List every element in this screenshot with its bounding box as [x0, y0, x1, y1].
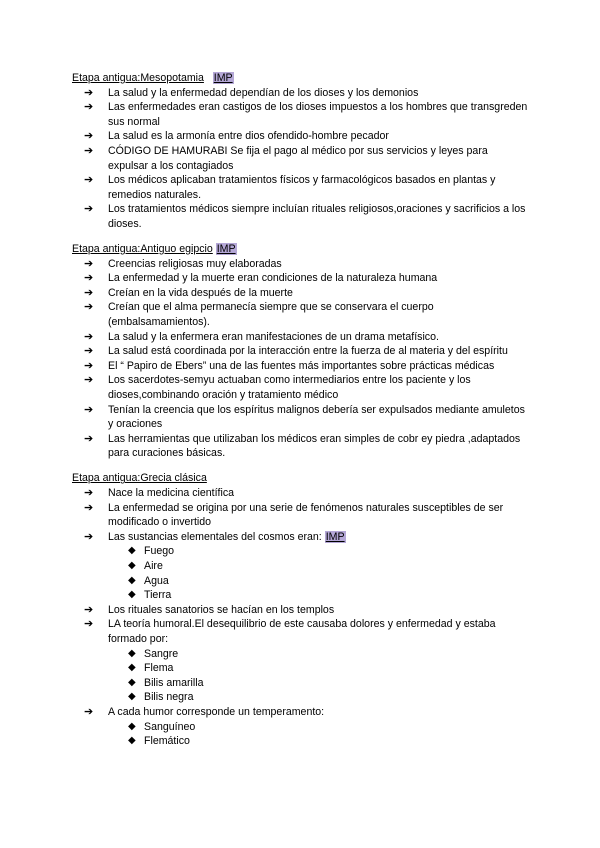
list-item: ➔ La salud y la enfermera eran manifestaciones de un drama metafísico.: [84, 330, 439, 343]
section-title: Etapa antigua:Antiguo egipcio: [72, 243, 213, 256]
section-grecia-clasica: [72, 471, 528, 748]
sub-list: [72, 544, 528, 602]
sub-list-item: ◆ Tierra: [128, 589, 172, 602]
list-item: ➔ CÓDIGO DE HAMURABI Se fija el pago al médico por sus servicios y leyes para expulsar a los contagiados: [84, 144, 488, 172]
bullet-list: [72, 486, 528, 544]
right-arrow-icon: ➔: [84, 301, 94, 314]
diamond-bullet-icon: ◆: [128, 589, 136, 601]
list-item: ➔ Las herramientas que utilizaban los médicos eran simples de cobr ey piedra ,adaptados para curaciones básicas.: [84, 432, 521, 460]
diamond-bullet-icon: ◆: [128, 735, 136, 747]
sub-list: [72, 647, 528, 705]
imp-tag: IMP: [216, 243, 236, 256]
section-heading: [72, 71, 528, 86]
imp-tag: IMP: [213, 72, 233, 84]
bullet-list: [72, 257, 528, 461]
right-arrow-icon: ➔: [84, 487, 94, 500]
sub-list-item: ◆ Agua: [128, 574, 169, 587]
right-arrow-icon: ➔: [84, 144, 94, 157]
list-item: ➔ Tenían la creencia que los espíritus malignos debería ser expulsados mediante amuletos y oraciones: [84, 403, 525, 431]
sub-list-item: ◆ Sanguíneo: [128, 720, 196, 733]
list-item: ➔ La salud es la armonía entre dios ofendido-hombre pecador: [84, 130, 389, 143]
imp-tag: IMP: [325, 530, 345, 543]
right-arrow-icon: ➔: [84, 618, 94, 631]
list-item: ➔ Creencias religiosas muy elaboradas: [84, 257, 282, 270]
list-item: ➔ La salud y la enfermedad dependían de los dioses y los demonios: [84, 86, 419, 99]
list-item: ➔ La enfermedad se origina por una serie de fenómenos naturales susceptibles de ser modificado o invertido: [84, 501, 504, 529]
right-arrow-icon: ➔: [84, 403, 94, 416]
bullet-list: [72, 86, 528, 232]
right-arrow-icon: ➔: [84, 432, 94, 445]
diamond-bullet-icon: ◆: [128, 545, 136, 557]
list-item: ➔ La enfermedad y la muerte eran condiciones de la naturaleza humana: [84, 272, 438, 285]
list-item: ➔ LA teoría humoral.El desequilibrio de este causaba dolores y enfermedad y estaba formado por:: [84, 618, 496, 645]
diamond-bullet-icon: ◆: [128, 662, 136, 674]
list-item: ➔ Las sustancias elementales del cosmos eran: IMP: [84, 530, 345, 543]
right-arrow-icon: ➔: [84, 374, 94, 387]
right-arrow-icon: ➔: [84, 705, 94, 718]
diamond-bullet-icon: ◆: [128, 560, 136, 571]
diamond-bullet-icon: ◆: [128, 647, 136, 659]
right-arrow-icon: ➔: [84, 603, 94, 616]
sub-list-item: ◆ Flema: [128, 662, 174, 675]
list-item: ➔ Los sacerdotes-semyu actuaban como intermediarios entre los paciente y los dioses,combinando oración y tratamiento médico: [84, 374, 471, 401]
sub-list-item: ◆ Sangre: [128, 647, 179, 660]
list-item: ➔ Los médicos aplicaban tratamientos físicos y farmacológicos basados en plantas y remedios naturales.: [84, 174, 496, 201]
right-arrow-icon: ➔: [84, 86, 94, 99]
right-arrow-icon: ➔: [84, 101, 94, 114]
sub-list-item: ◆ Fuego: [128, 545, 175, 558]
list-item: ➔ Los tratamientos médicos siempre incluían rituales religiosos,oraciones y sacrificios a los dioses.: [84, 203, 526, 230]
diamond-bullet-icon: ◆: [128, 676, 136, 688]
sub-list: [72, 720, 528, 749]
list-item: ➔ Creían en la vida después de la muerte: [84, 286, 293, 299]
right-arrow-icon: ➔: [84, 345, 94, 358]
right-arrow-icon: ➔: [84, 272, 94, 285]
sub-list-item: ◆ Bilis amarilla: [128, 676, 204, 689]
list-item: ➔ A cada humor corresponde un temperamento:: [84, 705, 325, 718]
right-arrow-icon: ➔: [84, 501, 94, 514]
right-arrow-icon: ➔: [84, 330, 94, 343]
right-arrow-icon: ➔: [84, 130, 94, 143]
right-arrow-icon: ➔: [84, 530, 94, 543]
list-item: ➔ Nace la medicina científica: [84, 487, 235, 500]
bullet-list: [72, 603, 528, 647]
diamond-bullet-icon: ◆: [128, 691, 136, 703]
section-heading: [72, 242, 528, 257]
list-item: ➔ Las enfermedades eran castigos de los dioses impuestos a los hombres que transgreden sus normal: [84, 101, 528, 128]
list-item: ➔ Creían que el alma permanecía siempre que se conservara el cuerpo (embalsamamientos).: [84, 301, 434, 328]
sub-list-item: ◆ Flemático: [128, 735, 190, 748]
section-mesopotamia: [72, 71, 528, 232]
list-item: ➔ Los rituales sanatorios se hacían en los templos: [84, 603, 335, 616]
document-page: [72, 71, 528, 759]
diamond-bullet-icon: ◆: [128, 720, 136, 732]
section-antiguo-egipcio: [72, 242, 528, 461]
right-arrow-icon: ➔: [84, 203, 94, 216]
sub-list-item: ◆ Bilis negra: [128, 691, 194, 704]
diamond-bullet-icon: ◆: [128, 574, 136, 586]
right-arrow-icon: ➔: [84, 286, 94, 299]
list-item: ➔ El “ Papiro de Ebers” una de las fuentes más importantes sobre prácticas médicas: [84, 359, 495, 372]
section-title: Etapa antigua:Grecia clásica: [72, 472, 207, 485]
right-arrow-icon: ➔: [84, 257, 94, 270]
section-heading: [72, 471, 528, 486]
right-arrow-icon: ➔: [84, 174, 94, 187]
list-item: ➔ La salud está coordinada por la interacción entre la fuerza de al materia y del espíritu: [84, 345, 508, 358]
sub-list-item: ◆ Aire: [128, 560, 163, 572]
right-arrow-icon: ➔: [84, 359, 94, 372]
section-title: Etapa antigua:Mesopotamia: [72, 72, 204, 84]
bullet-list: [72, 705, 528, 720]
